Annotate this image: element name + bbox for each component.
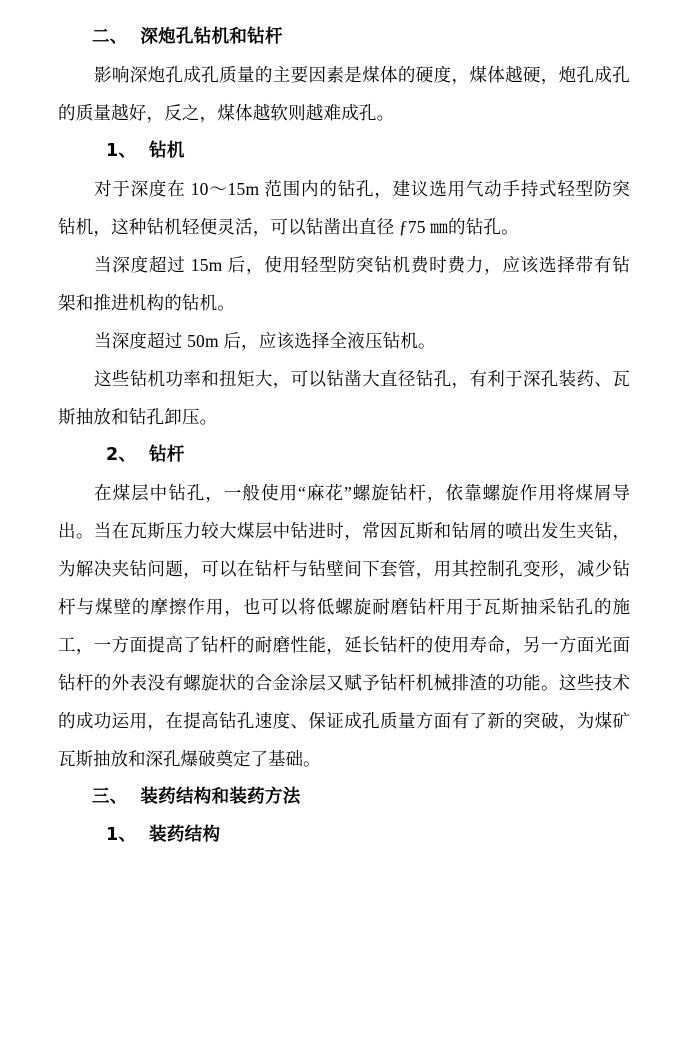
subsection-heading-1-drill-machine: 1、 钻机 xyxy=(106,141,185,161)
paragraph-drill-quality-factors: 影响深炮孔成孔质量的主要因素是煤体的硬度，煤体越硬，炮孔成孔的质量越好，反之，煤体越软则越难成孔。 xyxy=(58,65,630,123)
paragraph-drill-power-torque: 这些钻机功率和扭矩大，可以钻凿大直径钻孔，有利于深孔装药、瓦斯抽放和钻孔卸压。 xyxy=(58,369,630,427)
paragraph-depth-10-15m: 对于深度在 10～15m 范围内的钻孔，建议选用气动手持式轻型防突钻机，这种钻机轻便灵活，可以钻凿出直径 ƒ75 ㎜的钻孔。 xyxy=(58,179,630,237)
paragraph-depth-over-50m: 当深度超过 50m 后，应该选择全液压钻机。 xyxy=(94,331,436,351)
document-body xyxy=(58,18,630,854)
paragraph-depth-over-15m: 当深度超过 15m 后，使用轻型防突钻机费时费力，应该选择带有钻架和推进机构的钻机。 xyxy=(58,255,630,313)
subsection-heading-1-charge-structure: 1、 装药结构 xyxy=(106,825,221,845)
subsection-heading-2-drill-rod: 2、 钻杆 xyxy=(106,445,185,465)
section-heading-2: 二、 深炮孔钻机和钻杆 xyxy=(92,27,283,47)
paragraph-drill-rod-details: 在煤层中钻孔，一般使用“麻花”螺旋钻杆，依靠螺旋作用将煤屑导出。当在瓦斯压力较大煤层中钻进时，常因瓦斯和钻屑的喷出发生夹钻，为解决夹钻问题，可以在钻杆与钻壁间下套管，用其控制孔变形，减少钻杆与煤壁的摩擦作用，也可以将低螺旋耐磨钻杆用于瓦斯抽采钻孔的施工，一方面提高了钻杆的耐磨性能，延长钻杆的使用寿命，另一方面光面钻杆的外表没有螺旋状的合金涂层又赋予钻杆机械排渣的功能。这些技术的成功运用，在提高钻孔速度、保证成孔质量方面有了新的突破，为煤矿瓦斯抽放和深孔爆破奠定了基础。 xyxy=(58,483,630,769)
section-heading-3: 三、 装药结构和装药方法 xyxy=(92,787,301,807)
